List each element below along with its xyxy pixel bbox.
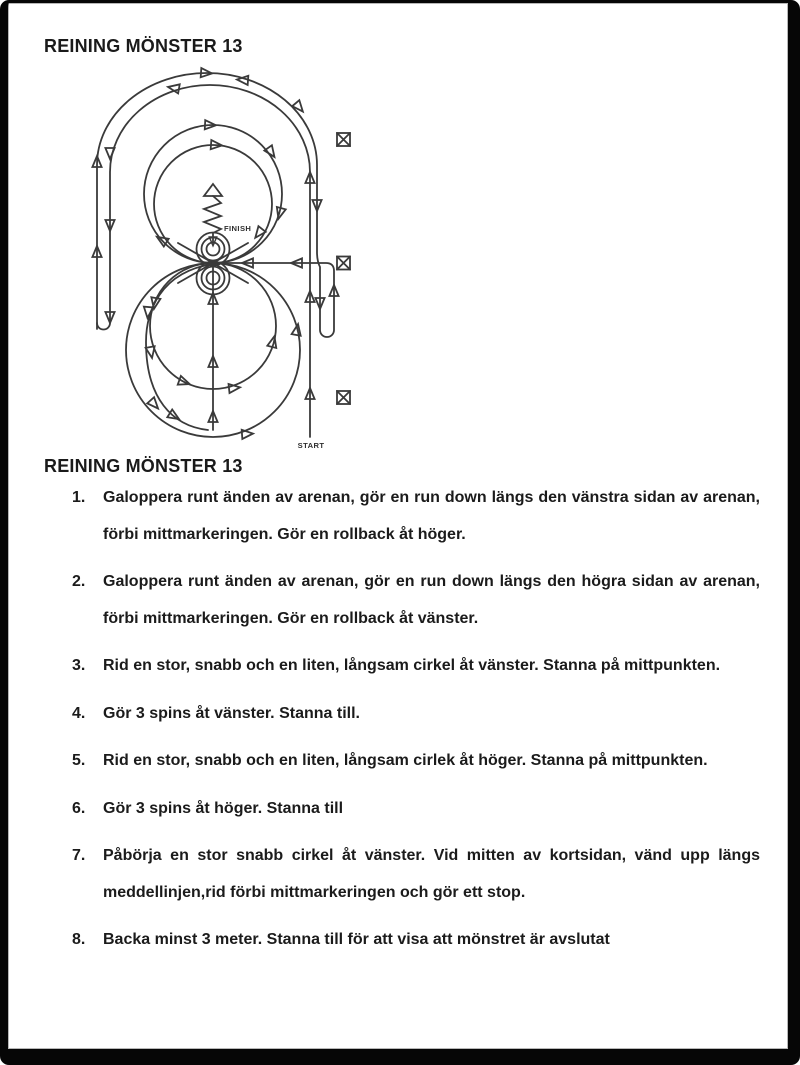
reining-pattern-diagram <box>68 64 368 454</box>
instruction-item <box>72 696 760 733</box>
instruction-text: Backa minst 3 meter. Stanna till för att visa att mönstret är avslutat <box>103 931 610 948</box>
instruction-item <box>72 922 760 959</box>
instruction-text: Galoppera runt änden av arenan, gör en run down längs den högra sidan av arenan, förbi mittmarkeringen. Gör en rollback åt vänster. <box>103 573 760 627</box>
instruction-item <box>72 648 760 685</box>
start-label: START <box>297 441 325 450</box>
section-heading: REINING MÖNSTER 13 <box>44 456 243 476</box>
arena-marker-icon <box>337 257 350 270</box>
arena-marker-icon <box>337 133 350 146</box>
direction-arrows <box>92 68 338 439</box>
instruction-text: Rid en stor, snabb och en liten, långsam cirlek åt höger. Stanna på mittpunkten. <box>103 752 708 769</box>
arena-marker-icon <box>337 391 350 404</box>
finish-label: FINISH <box>224 224 252 233</box>
instruction-text: Påbörja en stor snabb cirkel åt vänster. Vid mitten av kortsidan, vänd upp längs meddellinjen,rid förbi mittmarkeringen och gör ett stop. <box>103 847 760 901</box>
instruction-number: 5. <box>72 752 86 769</box>
instruction-item <box>72 480 760 553</box>
page-title: REINING MÖNSTER 13 <box>44 36 243 56</box>
arena-markers <box>337 133 350 404</box>
instruction-number: 3. <box>72 657 86 674</box>
instruction-number: 4. <box>72 704 86 722</box>
instruction-text: Galoppera runt änden av arenan, gör en run down längs den vänstra sidan av arenan, förbi mittmarkeringen. Gör en rollback åt höger. <box>103 489 760 543</box>
instruction-item <box>72 743 760 780</box>
instruction-number: 1. <box>72 489 86 506</box>
instruction-list <box>72 480 760 970</box>
instruction-number: 2. <box>72 573 86 590</box>
instruction-text: Rid en stor, snabb och en liten, långsam cirkel åt vänster. Stanna på mittpunkten. <box>103 657 721 674</box>
instruction-item <box>72 838 760 911</box>
instruction-text: Gör 3 spins åt höger. Stanna till <box>103 799 344 817</box>
instruction-number: 6. <box>72 799 86 817</box>
run-down-right-rollback-path <box>97 85 310 437</box>
instruction-item <box>72 791 760 828</box>
instruction-item <box>72 564 760 637</box>
instruction-text: Gör 3 spins åt vänster. Stanna till. <box>103 704 360 722</box>
instruction-number: 7. <box>72 847 86 864</box>
instruction-number: 8. <box>72 931 86 948</box>
